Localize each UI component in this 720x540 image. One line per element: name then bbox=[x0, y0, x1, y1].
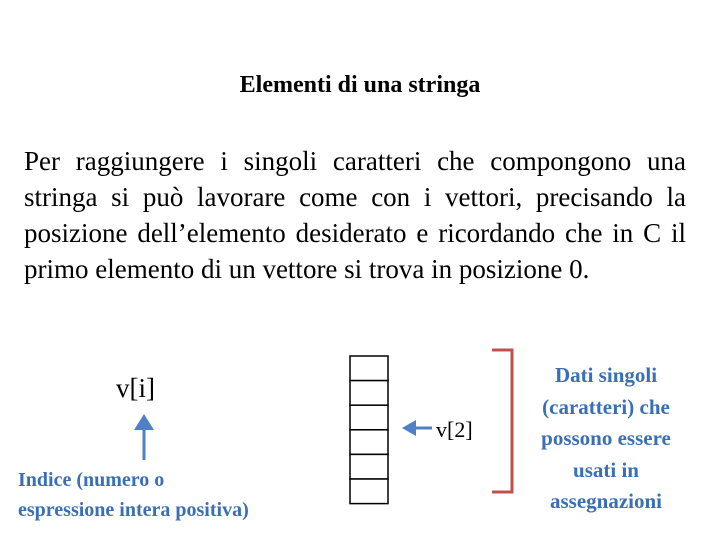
data-note bbox=[516, 360, 696, 518]
vector-cells bbox=[350, 356, 388, 504]
vector-cell bbox=[350, 381, 388, 406]
data-note-line-3: possono essere bbox=[541, 426, 671, 450]
vector-cell bbox=[350, 430, 388, 455]
slide-title: Elementi di una stringa bbox=[239, 72, 481, 98]
data-note-line-5: assegnazioni bbox=[549, 489, 662, 513]
data-note-line-1: Dati singoli bbox=[554, 363, 658, 387]
element-arrow bbox=[402, 420, 432, 436]
element-label: v[2] bbox=[436, 417, 473, 442]
data-bracket bbox=[492, 350, 512, 492]
data-note-line-2: (caratteri) che bbox=[542, 394, 670, 419]
data-note-line-4: usati in bbox=[573, 457, 639, 482]
vector-cell bbox=[350, 405, 388, 430]
vector-cell bbox=[350, 454, 388, 479]
index-note-line-1: Indice (numero o bbox=[18, 469, 165, 491]
vector-cell bbox=[350, 356, 388, 381]
body-paragraph: Per raggiungere i singoli caratteri che compongono una stringa si può lavorare come con i vettori, precisando la posizione dell’elemento desiderato e ricordando che in C il primo elemento di un vettore si trova in posizione 0. bbox=[24, 146, 686, 284]
vector-cell bbox=[350, 479, 388, 504]
index-arrow bbox=[134, 414, 154, 460]
index-note-line-2: espressione intera positiva) bbox=[18, 499, 249, 521]
vector-expression: v[i] bbox=[116, 373, 155, 403]
index-note bbox=[18, 465, 249, 525]
